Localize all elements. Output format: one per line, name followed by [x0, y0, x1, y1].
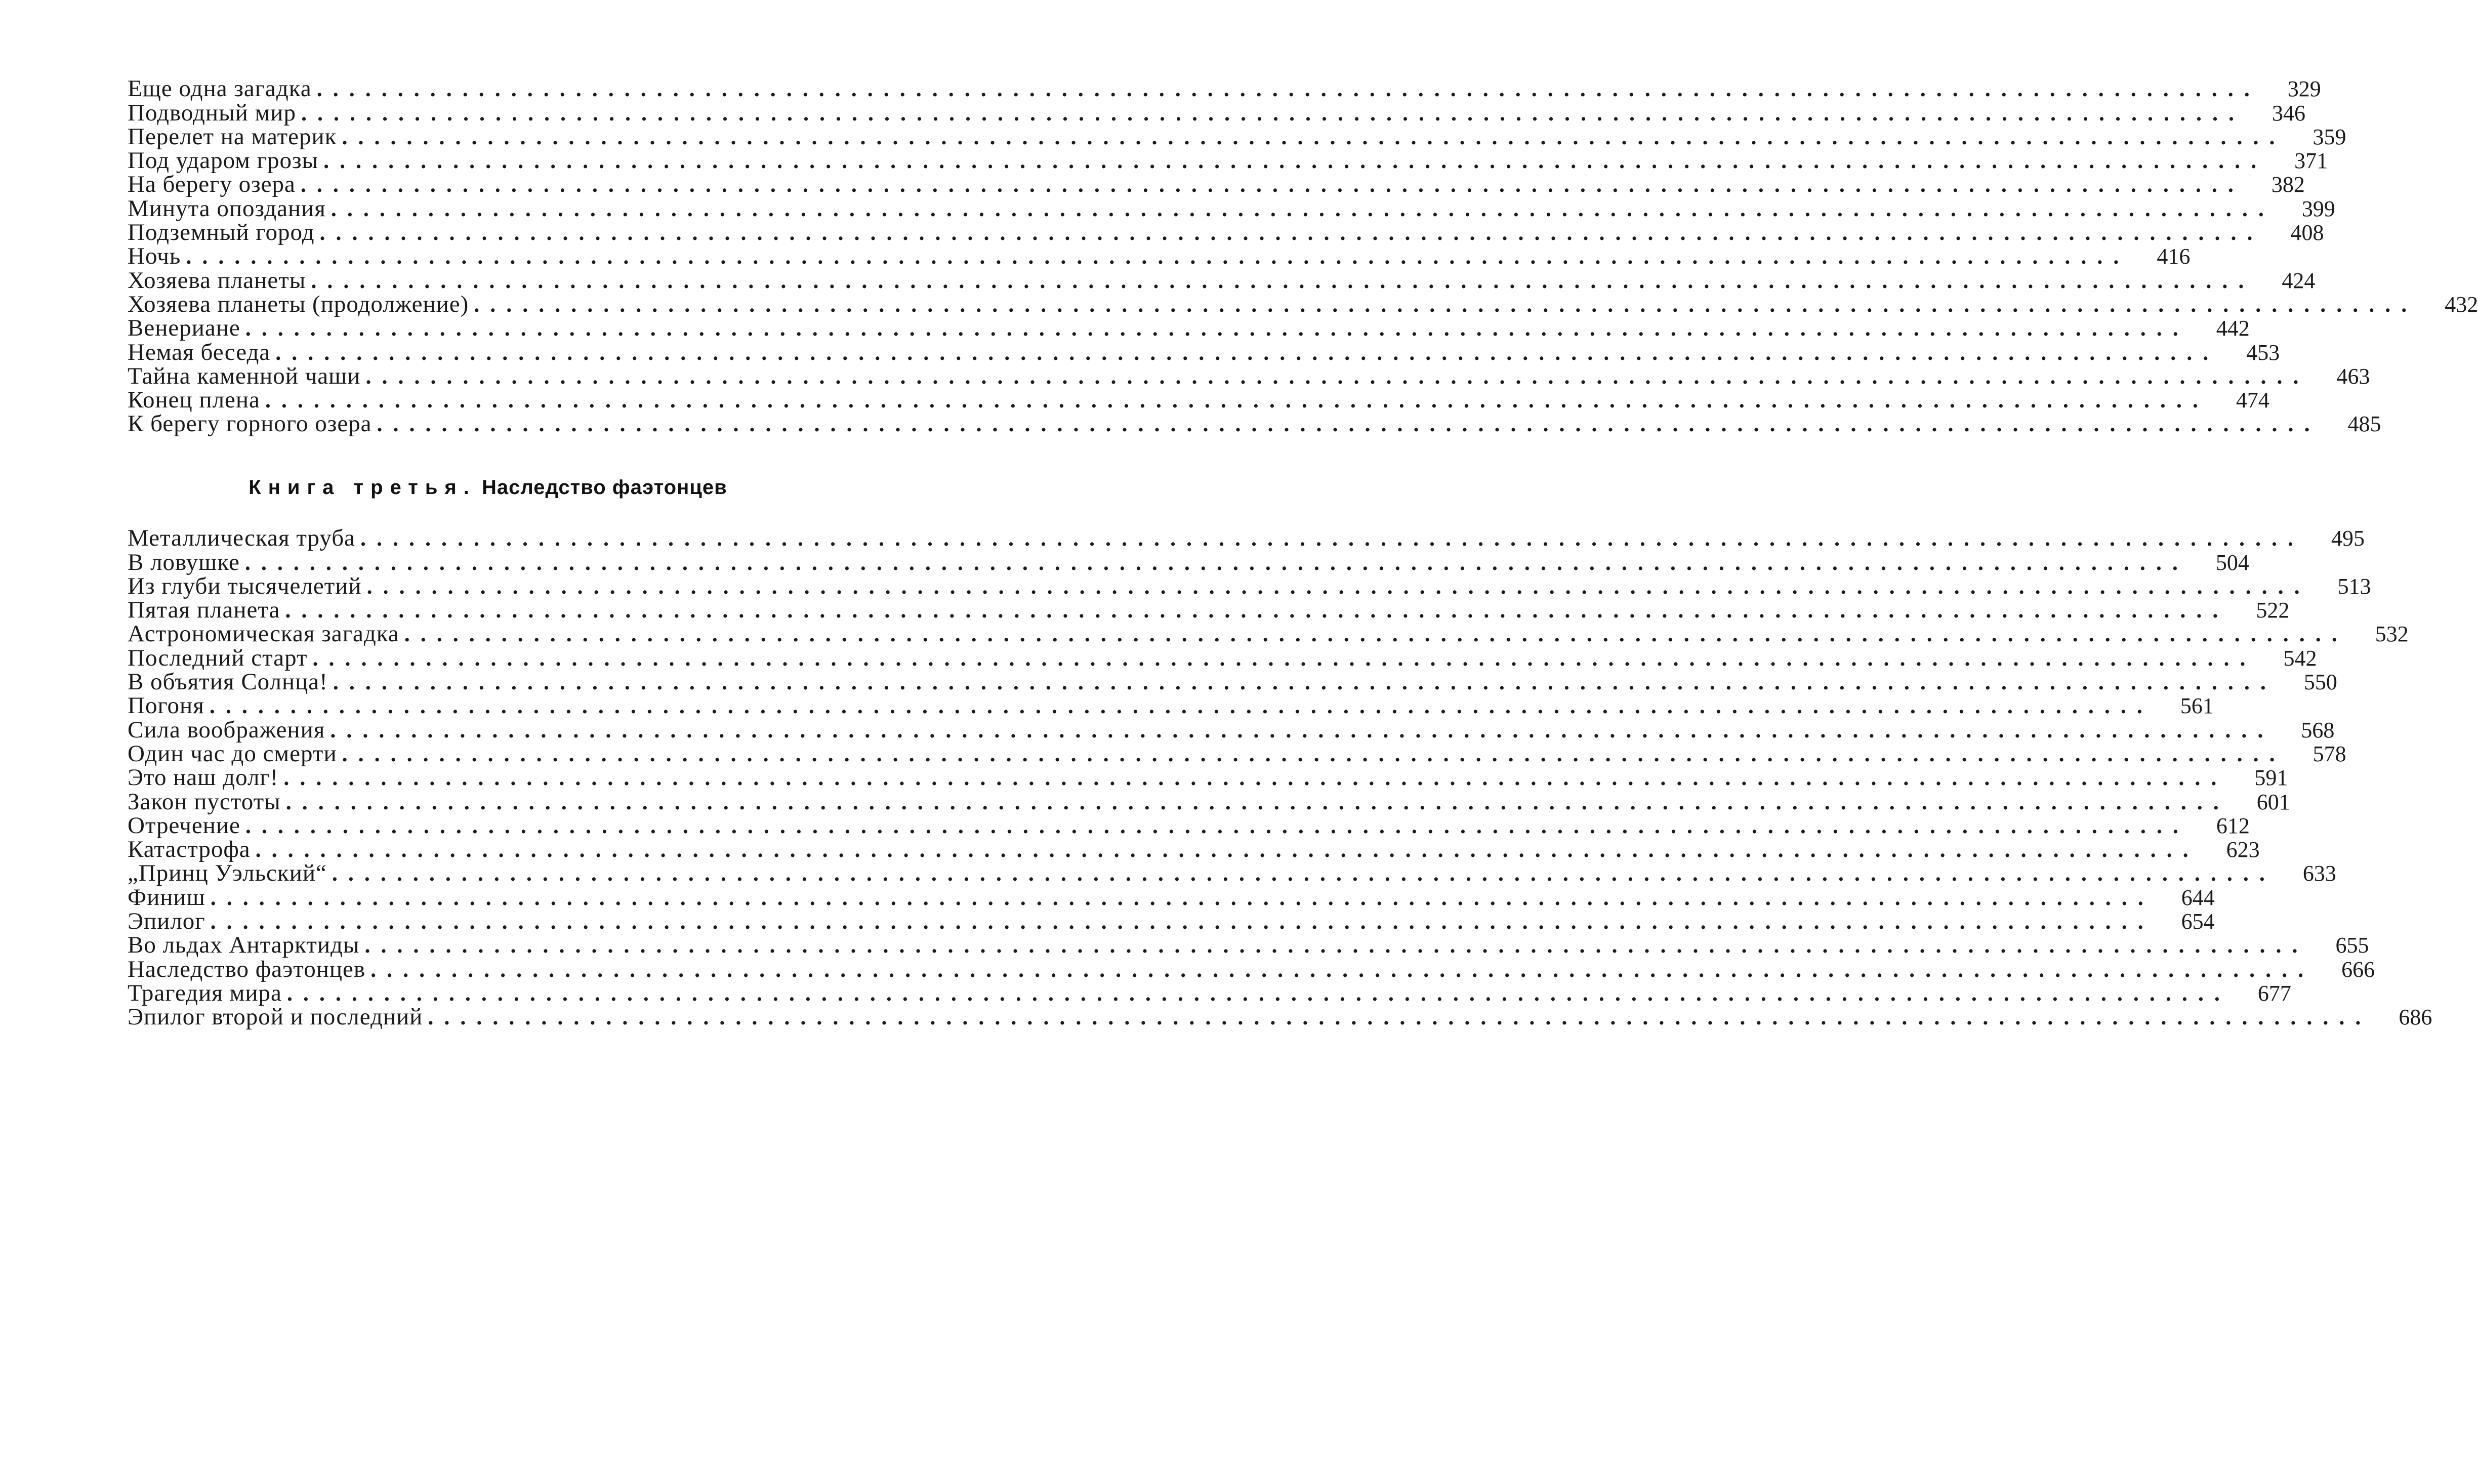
toc-entry-title: Финиш — [128, 884, 205, 911]
toc-entry-title: Из глуби тысячелетий — [128, 572, 362, 599]
toc-entry — [128, 315, 2250, 342]
toc-entry-page: 612 — [2216, 813, 2250, 838]
toc-entry-page: 623 — [2226, 837, 2260, 862]
dot-leader: ........................................................................................................................ — [244, 550, 2188, 575]
section-heading-label: Книга третья. — [249, 476, 476, 499]
toc-entry-page: 416 — [2157, 244, 2191, 269]
toc-entry — [128, 171, 2305, 198]
toc-entry-page: 561 — [2180, 693, 2214, 719]
toc-entry-page: 408 — [2290, 220, 2324, 245]
dot-leader: ........................................................................................................................ — [210, 909, 2154, 934]
toc-entry-page: 399 — [2301, 196, 2335, 221]
toc-entry-title: К берегу горного озера — [128, 410, 372, 437]
toc-entry-page: 463 — [2336, 363, 2370, 389]
toc-entry — [128, 979, 2291, 1006]
toc-entry-title: Во льдах Антарктиды — [128, 932, 360, 959]
dot-leader: ........................................................................................................................ — [330, 717, 2274, 743]
toc-entry-title: В объятия Солнца! — [128, 669, 328, 695]
toc-entry — [128, 243, 2191, 270]
toc-entry — [128, 812, 2250, 839]
toc-entry — [128, 788, 2290, 815]
toc-entry — [128, 75, 2321, 102]
toc-entry — [128, 219, 2324, 246]
toc-entry-title: Катастрофа — [128, 836, 251, 863]
dot-leader: ........................................................................................................................ — [316, 76, 2260, 102]
toc-entry — [128, 908, 2215, 935]
toc-entry-page: 432 — [2445, 292, 2478, 317]
toc-entry-title: Металлическая труба — [128, 525, 356, 552]
toc-entry — [128, 195, 2335, 222]
toc-entry-page: 359 — [2312, 124, 2346, 149]
toc-entry-page: 346 — [2272, 100, 2305, 126]
toc-entry-page: 371 — [2294, 148, 2328, 174]
dot-leader: ........................................................................................................................ — [331, 196, 2275, 221]
dot-leader: ........................................................................................................................ — [474, 292, 2418, 317]
toc-entry-page: 522 — [2256, 598, 2290, 623]
toc-entry-page: 666 — [2341, 957, 2375, 982]
toc-entry-page: 329 — [2287, 76, 2321, 102]
toc-entry — [128, 99, 2305, 126]
toc-entry-title: Пятая планета — [128, 597, 280, 624]
dot-leader: ........................................................................................................................ — [255, 837, 2199, 862]
toc-entry — [128, 669, 2337, 695]
dot-leader: ........................................................................................................................ — [323, 148, 2267, 174]
dot-leader: ........................................................................................................................ — [333, 670, 2277, 695]
toc-part-1 — [128, 75, 2478, 437]
toc-entry — [128, 764, 2288, 791]
toc-entry — [128, 123, 2346, 150]
toc-entry-page: 633 — [2302, 861, 2336, 886]
dot-leader: ........................................................................................................................ — [312, 645, 2256, 671]
toc-entry-page: 532 — [2375, 622, 2409, 647]
toc-entry-title: Еще одна загадка — [128, 75, 312, 102]
toc-entry-page: 542 — [2283, 645, 2317, 671]
toc-entry-title: Сила воображения — [128, 716, 325, 743]
dot-leader: ........................................................................................................................ — [428, 1005, 2372, 1030]
toc-entry-page: 601 — [2256, 789, 2290, 814]
toc-entry-page: 453 — [2246, 340, 2280, 365]
toc-entry — [128, 147, 2328, 174]
toc-entry-title: Закон пустоты — [128, 788, 281, 815]
toc-entry-page: 568 — [2301, 717, 2335, 743]
toc-entry — [128, 525, 2365, 552]
toc-entry-title: Это наш долг! — [128, 764, 279, 791]
toc-entry-title: „Принц Уэльский“ — [128, 860, 327, 887]
toc-entry-page: 485 — [2347, 411, 2381, 437]
section-heading — [0, 475, 976, 500]
dot-leader: ........................................................................................................................ — [210, 885, 2154, 910]
toc-entry-title: Подводный мир — [128, 99, 296, 126]
dot-leader: ........................................................................................................................ — [311, 268, 2255, 293]
toc-entry — [128, 621, 2409, 647]
dot-leader: ........................................................................................................................ — [245, 316, 2189, 341]
dot-leader: ........................................................................................................................ — [342, 741, 2286, 766]
toc-entry-title: Минута опоздания — [128, 195, 326, 222]
toc-entry-page: 513 — [2337, 573, 2371, 599]
dot-leader: ........................................................................................................................ — [285, 789, 2229, 814]
toc-entry — [128, 597, 2290, 624]
toc-entry-title: Конец плена — [128, 387, 260, 414]
toc-entry-title: В ловушке — [128, 549, 240, 575]
dot-leader: ........................................................................................................................ — [300, 172, 2244, 197]
toc-entry-page: 578 — [2312, 741, 2346, 766]
dot-leader: ........................................................................................................................ — [301, 100, 2245, 126]
dot-leader: ........................................................................................................................ — [404, 622, 2348, 647]
toc-entry — [128, 860, 2336, 887]
dot-leader: ........................................................................................................................ — [366, 573, 2310, 599]
toc-part-2 — [128, 525, 2432, 1030]
toc-entry — [128, 932, 2369, 959]
toc-entry — [128, 291, 2478, 317]
toc-entry-title: Трагедия мира — [128, 979, 282, 1006]
toc-entry-title: Наследство фаэтонцев — [128, 956, 366, 982]
toc-entry — [128, 572, 2371, 599]
toc-entry-title: Венериане — [128, 315, 240, 342]
toc-entry — [128, 387, 2269, 414]
toc-entry-title: Тайна каменной чаши — [128, 362, 361, 389]
toc-entry-page: 442 — [2216, 316, 2250, 341]
toc-entry-title: Подземный город — [128, 219, 315, 246]
toc-entry-title: Хозяева планеты (продолжение) — [128, 291, 469, 317]
toc-entry — [128, 956, 2375, 982]
dot-leader: ........................................................................................................................ — [286, 980, 2231, 1006]
section-heading-title: Наследство фаэтонцев — [481, 476, 727, 499]
dot-leader: ........................................................................................................................ — [186, 244, 2130, 269]
toc-entry-title: Немая беседа — [128, 339, 271, 365]
dot-leader: ........................................................................................................................ — [285, 598, 2229, 623]
toc-entry — [128, 716, 2335, 743]
dot-leader: ........................................................................................................................ — [377, 411, 2321, 437]
toc-entry-page: 677 — [2257, 980, 2291, 1006]
toc-entry-page: 655 — [2335, 933, 2369, 958]
toc-entry-page: 644 — [2181, 885, 2215, 910]
toc-entry — [128, 692, 2214, 719]
dot-leader: ........................................................................................................................ — [370, 957, 2315, 982]
toc-entry — [128, 884, 2215, 911]
dot-leader: ........................................................................................................................ — [364, 933, 2308, 958]
toc-entry-title: Эпилог второй и последний — [128, 1004, 423, 1030]
dot-leader: ........................................................................................................................ — [283, 765, 2227, 791]
toc-entry-title: На берегу озера — [128, 171, 296, 198]
toc-entry-page: 550 — [2303, 670, 2337, 695]
toc-entry — [128, 410, 2381, 437]
toc-entry-title: Хозяева планеты — [128, 267, 306, 294]
toc-entry-page: 382 — [2271, 172, 2305, 197]
dot-leader: ........................................................................................................................ — [332, 861, 2276, 886]
toc-entry-title: Астрономическая загадка — [128, 621, 399, 647]
toc-entry-title: Ночь — [128, 243, 181, 270]
toc-entry — [128, 644, 2317, 671]
toc-entry — [128, 836, 2260, 863]
toc-entry-page: 591 — [2254, 765, 2288, 791]
toc-entry-title: Один час до смерти — [128, 740, 337, 767]
dot-leader: ........................................................................................................................ — [360, 526, 2304, 551]
toc-entry-title: Последний старт — [128, 644, 308, 671]
toc-entry-page: 495 — [2331, 526, 2365, 551]
dot-leader: ........................................................................................................................ — [265, 388, 2209, 413]
toc-entry-title: Под ударом грозы — [128, 147, 319, 174]
toc-entry-title: Погоня — [128, 692, 204, 719]
dot-leader: ........................................................................................................................ — [275, 340, 2219, 365]
toc-entry — [128, 1004, 2432, 1030]
toc-entry — [128, 267, 2316, 294]
dot-leader: ........................................................................................................................ — [319, 220, 2263, 245]
toc-entry — [128, 362, 2370, 389]
toc-entry-title: Эпилог — [128, 908, 205, 935]
toc-entry-page: 504 — [2215, 550, 2249, 575]
dot-leader: ........................................................................................................................ — [209, 693, 2153, 719]
toc-entry-page: 474 — [2236, 388, 2269, 413]
toc-entry-page: 424 — [2282, 268, 2316, 293]
dot-leader: ........................................................................................................................ — [245, 813, 2189, 838]
toc-entry-page: 654 — [2181, 909, 2215, 934]
dot-leader: ........................................................................................................................ — [365, 363, 2309, 389]
toc-entry — [128, 740, 2346, 767]
dot-leader: ........................................................................................................................ — [342, 124, 2286, 149]
toc-entry — [128, 339, 2280, 365]
toc-entry-title: Отречение — [128, 812, 240, 839]
toc-entry — [128, 549, 2249, 575]
toc-entry-page: 686 — [2399, 1005, 2432, 1030]
toc-entry-title: Перелет на материк — [128, 123, 337, 150]
